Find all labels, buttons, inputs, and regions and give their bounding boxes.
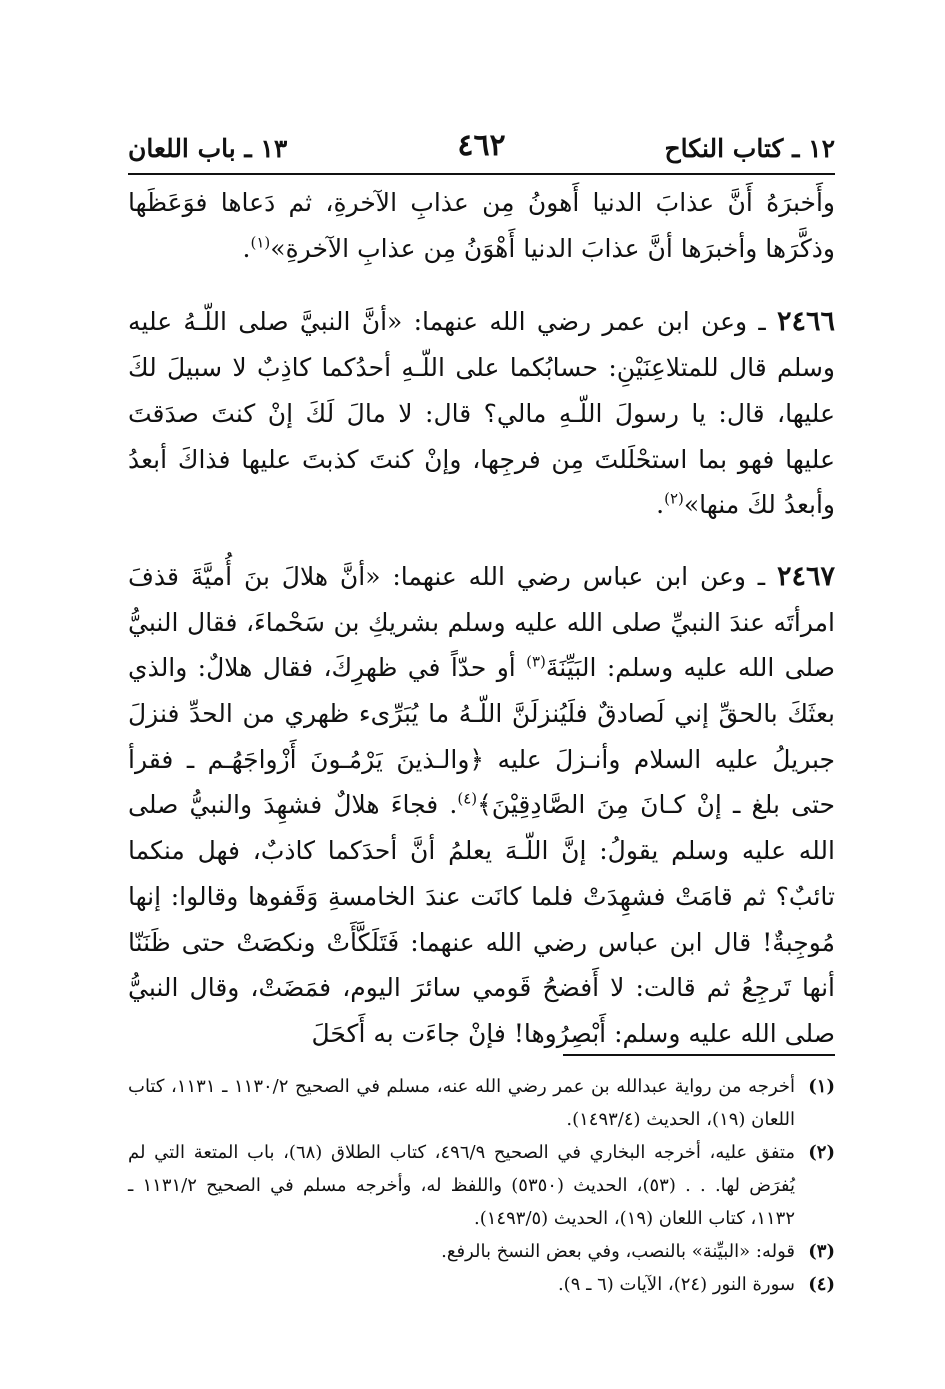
footnote-4 <box>128 1268 835 1301</box>
paragraph-continuation <box>128 180 835 271</box>
footnote-label: (٢) <box>808 1142 835 1163</box>
footnote-2 <box>128 1136 835 1235</box>
paragraph-text: . فجاءَ هلالٌ فشهِدَ والنبيُّ صلى الله عليه وسلم يقولُ: إنَّ اللّـهَ يعلمُ أنَّ أحدَكما كاذبٌ، فهل منكما تائبٌ؟ ثم قامَتْ فشهِدَتْ فلما كانَت عندَ الخامسةِ وَقَفوها وقالوا: إنها مُوجِبةٌ! قال ابن عباس رضي الله عنهما: فَتَلَكَّأَتْ ونكصَتْ حتى ظَنَنّا أنها تَرجِعُ ثم قالت: لا أَفضحُ قَومي سائرَ اليوم، فمَضَتْ، وقال النبيُّ صلى الله عليه وسلم: أَبْصِرُوها! فإنْ جاءَت به أَكحَلَ <box>128 790 835 1048</box>
paragraph-text: أو حدّاً في ظهرِكَ، فقال هلالٌ: والذي بعثَكَ بالحقِّ إني لَصادقٌ فلَيُنزلَنَّ اللّـهُ ما يُبَرِّىء ظهري من الحدِّ فنزلَ جبريلُ عليه السلام وأنـزلَ عليه ﴿والـذينَ يَرْمُـونَ أَزْواجَهُـم ـ فقرأ حتى بلغ ـ إنْ كـانَ مِنَ الصَّادِقِيْنَ﴾ <box>128 653 835 820</box>
footnote-ref: (٢) <box>664 489 684 508</box>
header-chapter-title: ١٣ ـ باب اللعان <box>128 134 288 163</box>
footnote-3 <box>128 1235 835 1268</box>
header-page-number: ٤٦٢ <box>457 128 506 163</box>
footnote-ref: (٣) <box>526 653 546 671</box>
hadith-number: ٢٤٦٦ <box>776 306 835 338</box>
footnote-label: (٤) <box>808 1274 835 1295</box>
paragraph-text: ـ وعن ابن عمر رضي الله عنهما: «أنَّ النبيَّ صلى اللّـهُ عليه وسلم قال للمتلاعِنَيْنِ: حسابُكما على اللّـهِ أحدُكما كاذِبٌ لا سبيلَ لكَ عليها، قال: يا رسولَ اللّـهِ مالي؟ قال: لا مالَ لَكَ إنْ كنتَ صدَقتَ عليها فهو بما استحْلَلتَ مِن فرجِها، وإنْ كنتَ كذبتَ عليها فذاكَ أبعدُ وأبعدُ لكَ منها» <box>128 307 835 520</box>
hadith-number: ٢٤٦٧ <box>776 560 835 592</box>
footnote-1 <box>128 1070 835 1136</box>
footnote-label: (١) <box>808 1076 835 1097</box>
paragraph-text: وأَخبرَهُ أَنَّ عذابَ الدنيا أَهونُ مِن عذابِ الآخرةِ، ثم دَعاها فوَعَظَها وذكَّرَها وأخبرَها أنَّ عذابَ الدنيا أَهْوَنُ مِن عذابِ الآخرةِ» <box>128 188 835 263</box>
hadith-2466 <box>128 299 835 528</box>
hadith-2467 <box>128 554 835 1057</box>
paragraph-tail: . <box>242 233 251 263</box>
main-text <box>128 180 835 1083</box>
footnote-text: قوله: «البيِّنة» بالنصب، وفي بعض النسخ بالرفع. <box>441 1241 795 1262</box>
header-divider <box>128 173 835 175</box>
footnote-label: (٣) <box>808 1241 835 1262</box>
page-header <box>128 128 835 172</box>
footnotes <box>128 1070 835 1301</box>
paragraph-tail: . <box>656 490 665 520</box>
footnote-text: سورة النور (٢٤)، الآيات (٦ ـ ٩). <box>557 1274 795 1295</box>
footnote-ref: (٤) <box>457 790 478 809</box>
footnote-text: متفق عليه، أخرجه البخاري في الصحيح ٤٩٦/٩، كتاب الطلاق (٦٨)، باب المتعة التي لم يُفرَض لها. . . (٥٣)، الحديث (٥٣٥٠) واللفظ له، وأخرجه مسلم في الصحيح ١١٣١/٢ ـ ١١٣٢، كتاب اللعان (١٩)، الحديث (١٤٩٣/٥). <box>128 1142 796 1229</box>
header-book-title: ١٢ ـ كتاب النكاح <box>664 134 835 163</box>
footnote-divider <box>563 1054 835 1056</box>
footnote-ref: (١) <box>250 233 271 252</box>
footnote-text: أخرجه من رواية عبدالله بن عمر رضي الله عنه، مسلم في الصحيح ١١٣٠/٢ ـ ١١٣١، كتاب اللعان (١٩)، الحديث (١٤٩٣/٤). <box>128 1076 795 1130</box>
paragraph-text: ـ وعن ابن عباس رضي الله عنهما: «أنَّ هلالَ بنَ أُميَّةَ قذفَ امرأتَه عندَ النبيِّ صلى الله عليه وسلم بشريكِ بن سَحْماءَ، فقال النبيُّ صلى الله عليه وسلم: البَيِّنَةَ <box>128 561 835 683</box>
